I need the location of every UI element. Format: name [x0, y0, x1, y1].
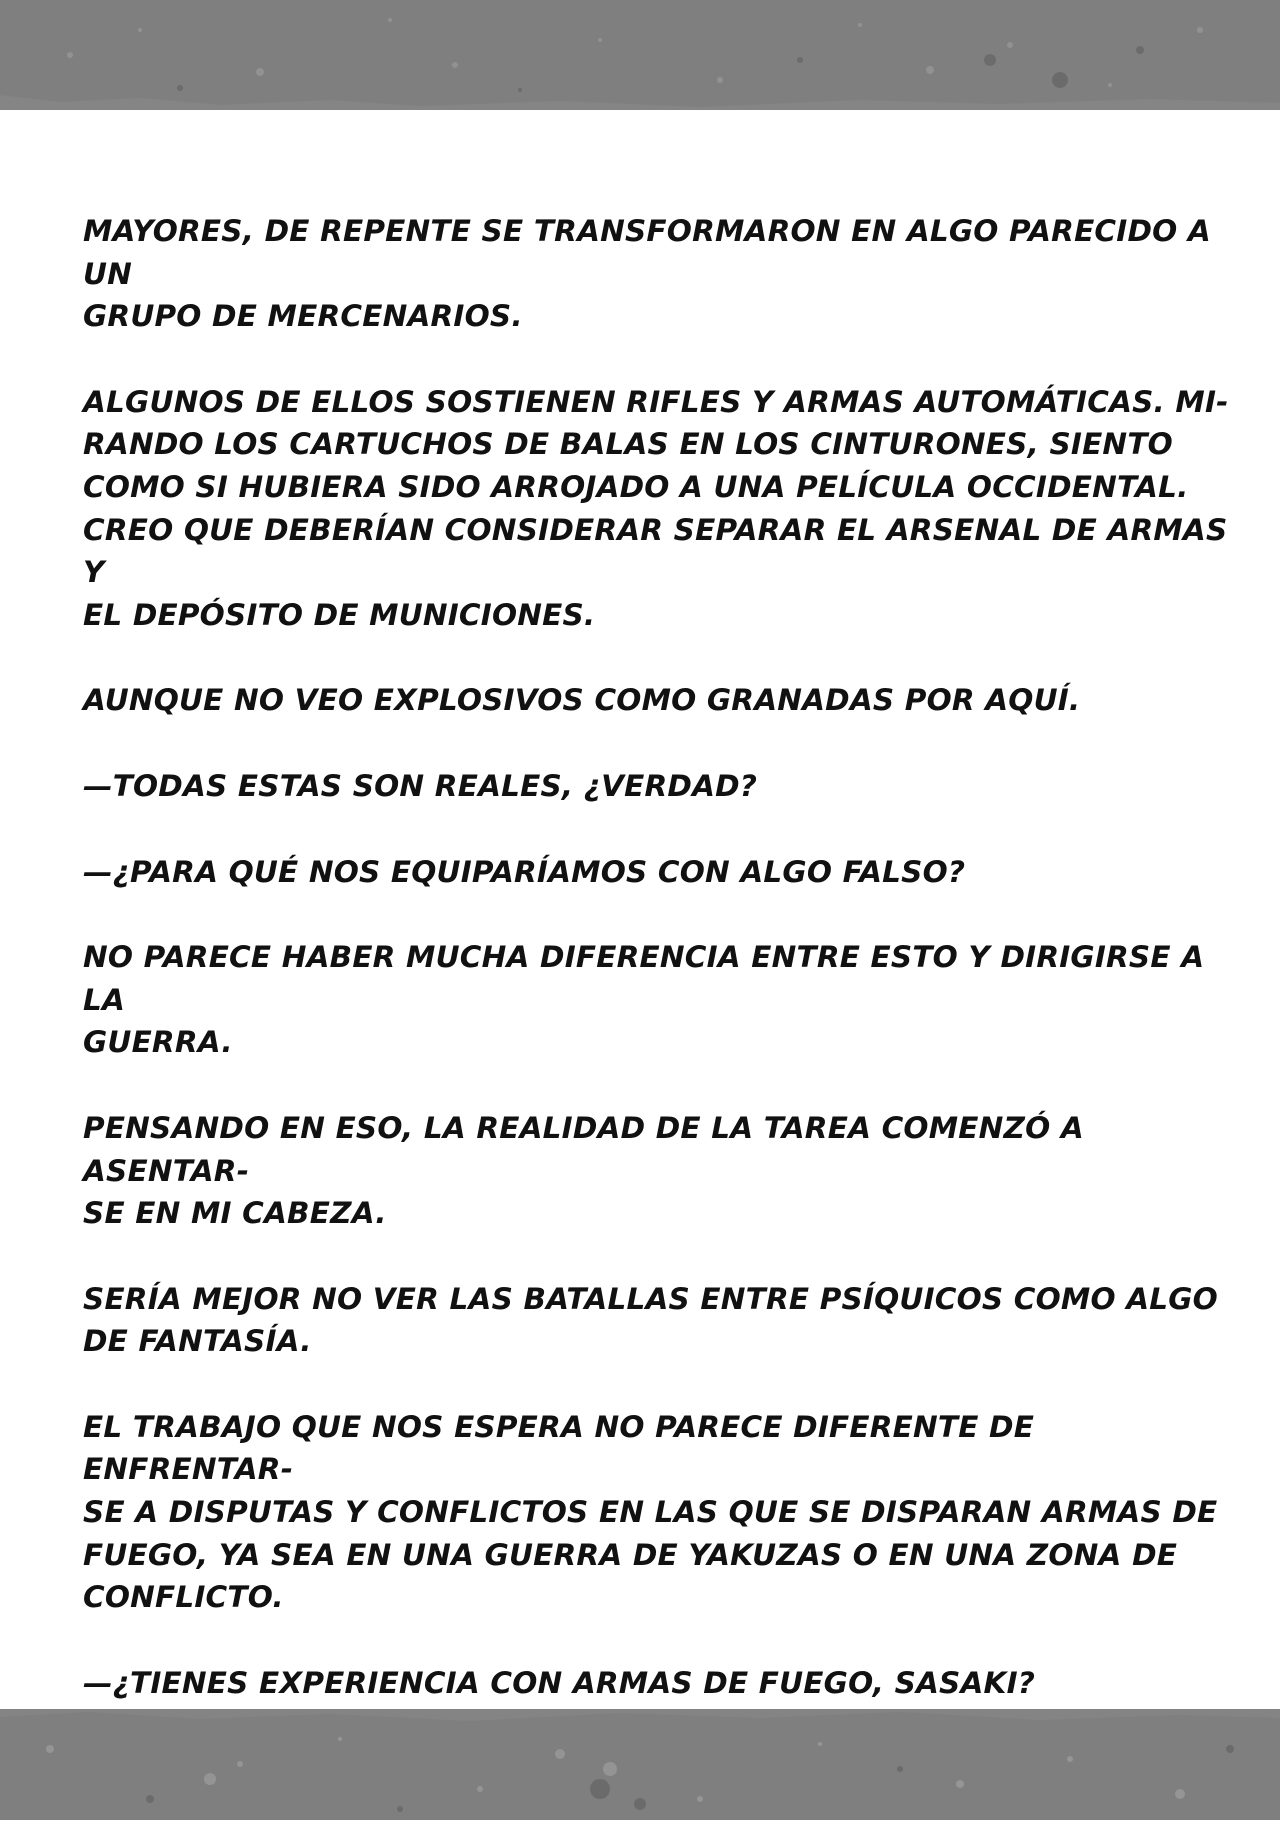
- paragraph: NO PARECE HABER MUCHA DIFERENCIA ENTRE ESTO Y DIRIGIRSE A LA GUERRA.: [83, 940, 1205, 1060]
- paragraph: AUNQUE NO VEO EXPLOSIVOS COMO GRANADAS POR AQUÍ.: [83, 683, 1081, 718]
- bottom-grunge-texture: [0, 1709, 1280, 1820]
- paragraph: EL TRABAJO QUE NOS ESPERA NO PARECE DIFERENTE DE ENFRENTAR- SE A DISPUTAS Y CONFLICTOS EN LAS QUE SE DISPARAN ARMAS DE FUEGO, YA SEA EN UNA GUERRA DE YAKUZAS O EN UNA ZONA DE CONFLICTO.: [83, 1409, 1218, 1615]
- top-grunge-band: [0, 0, 1280, 110]
- paragraph: PENSANDO EN ESO, LA REALIDAD DE LA TAREA COMENZÓ A ASENTAR- SE EN MI CABEZA.: [83, 1110, 1084, 1231]
- dialogue-line: —¿PARA QUÉ NOS EQUIPARÍAMOS CON ALGO FALSO?: [83, 854, 966, 889]
- top-grunge-texture: [0, 0, 1280, 110]
- dialogue-line: —TODAS ESTAS SON REALES, ¿VERDAD?: [83, 768, 758, 803]
- text-page: [0, 110, 1280, 1709]
- dialogue-line: —¿TIENES EXPERIENCIA CON ARMAS DE FUEGO, SASAKI?: [83, 1665, 1036, 1700]
- paragraph: ALGUNOS DE ELLOS SOSTIENEN RIFLES Y ARMAS AUTOMÁTICAS. MI- RANDO LOS CARTUCHOS DE BALAS EN LOS CINTURONES, SIENTO COMO SI HUBIERA SIDO ARROJADO A UNA PELÍCULA OCCIDENTAL. CREO QUE DEBERÍAN CONSIDERAR SEPARAR EL ARSENAL DE ARMAS Y EL DEPÓSITO DE MUNICIONES.: [83, 384, 1229, 632]
- page-text: [83, 210, 1243, 1833]
- bottom-grunge-band: [0, 1709, 1280, 1820]
- paragraph: SERÍA MEJOR NO VER LAS BATALLAS ENTRE PSÍQUICOS COMO ALGO DE FANTASÍA.: [83, 1281, 1218, 1359]
- paragraph: MAYORES, DE REPENTE SE TRANSFORMARON EN ALGO PARECIDO A UN GRUPO DE MERCENARIOS.: [83, 214, 1211, 334]
